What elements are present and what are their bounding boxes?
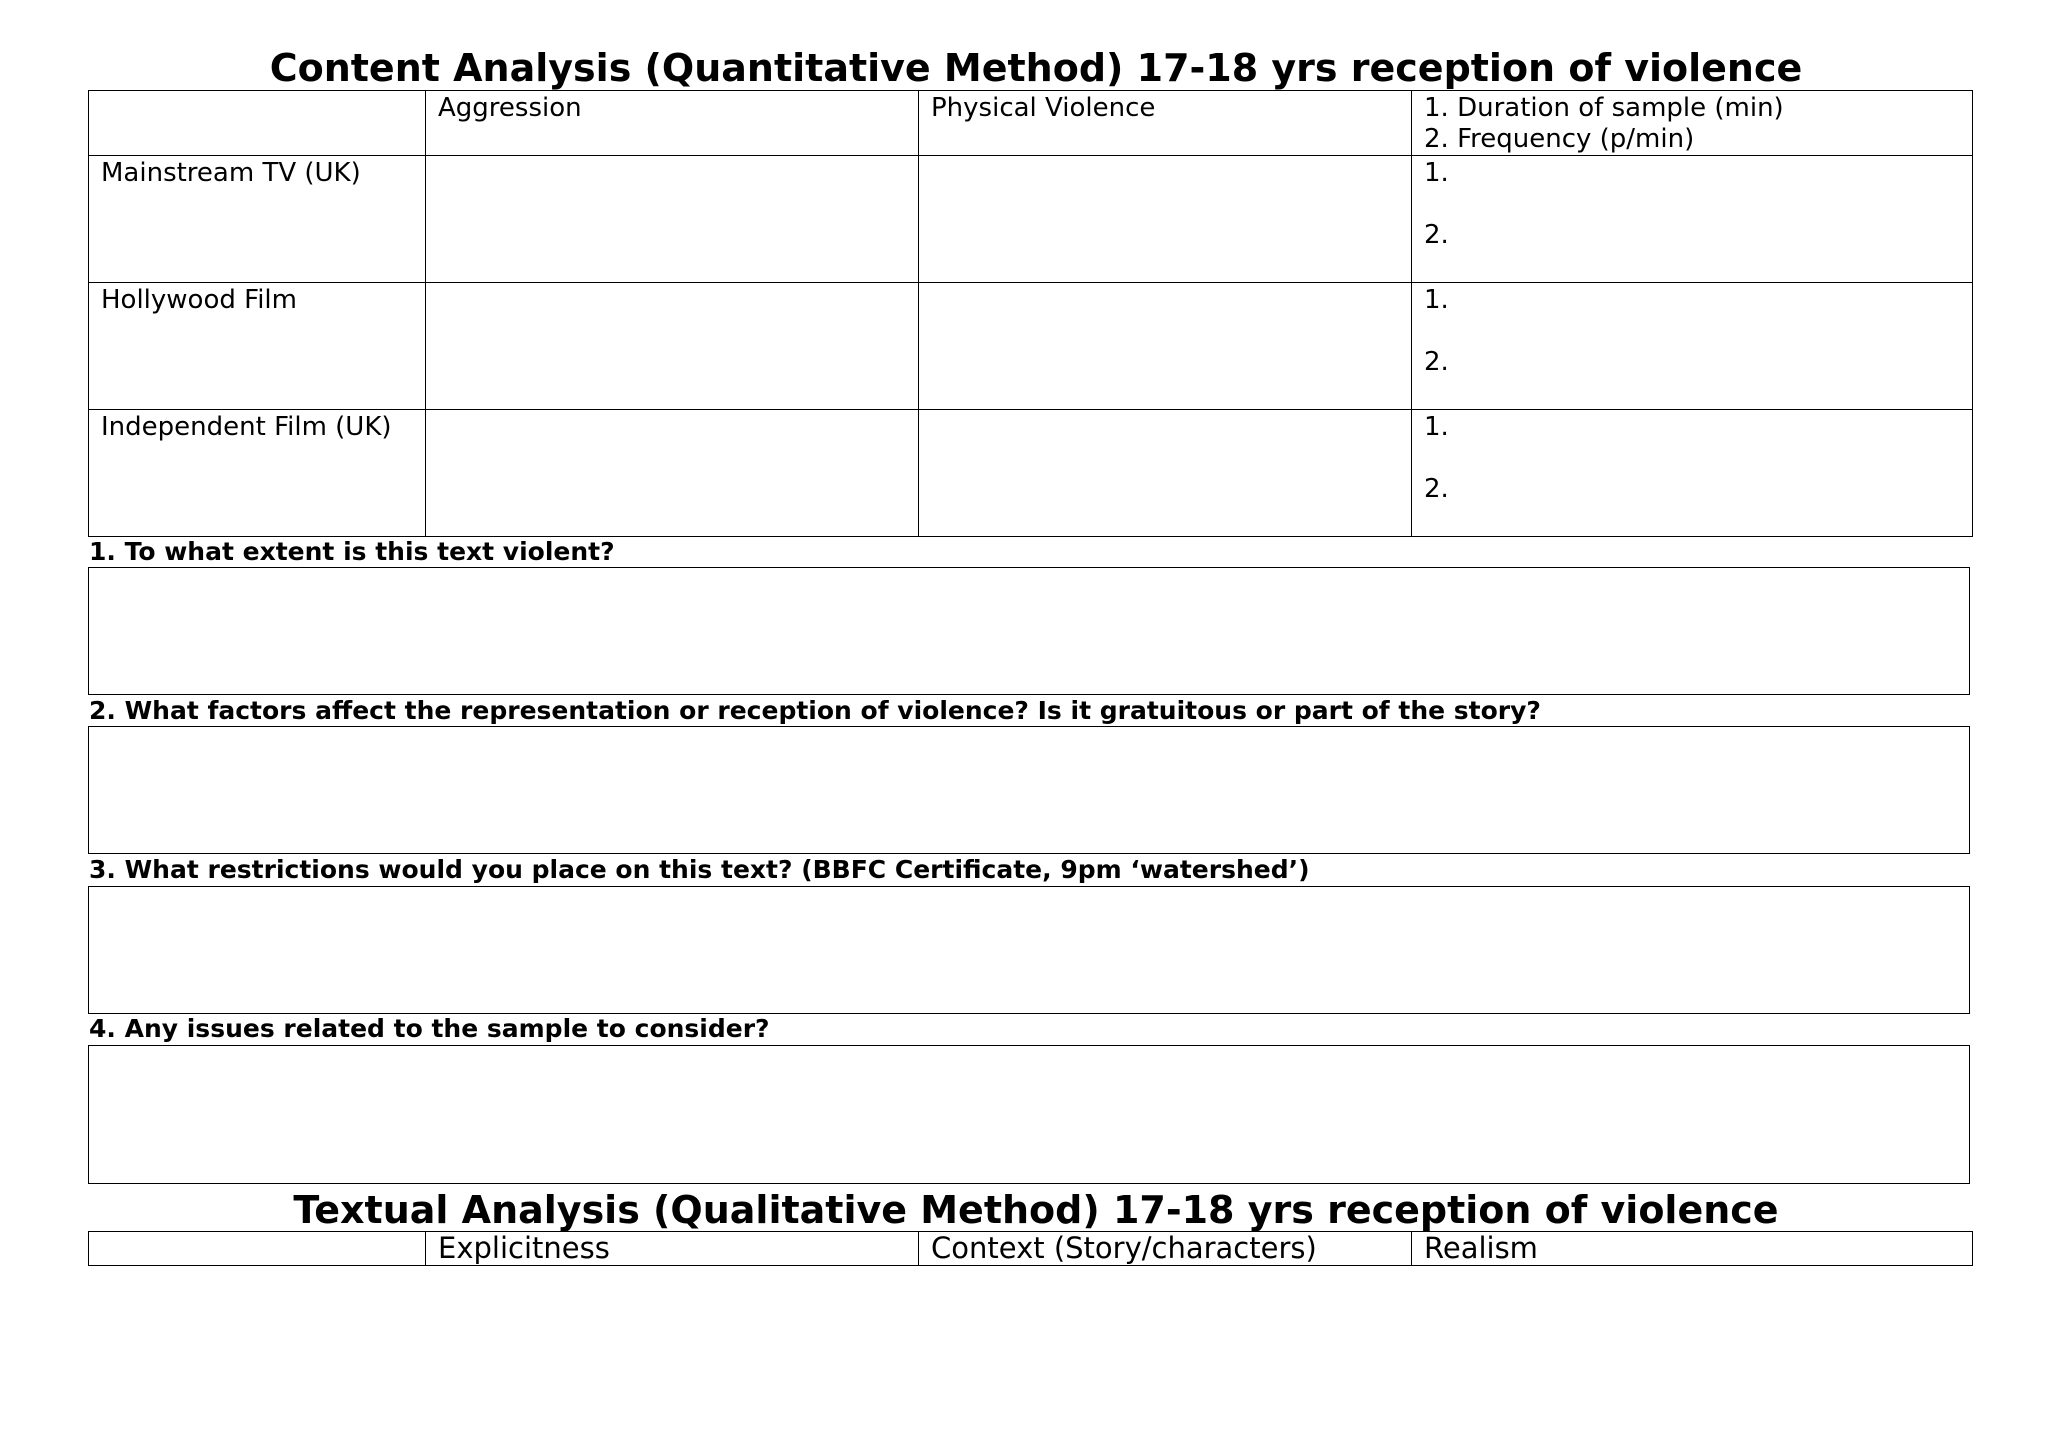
duration-frequency-cell[interactable] [1412, 283, 1973, 410]
aggression-cell[interactable] [426, 410, 919, 537]
textual-analysis-title: Textual Analysis (Qualitative Method) 17-18 yrs reception of violence [293, 1188, 1779, 1232]
item-2-label: 2. [1424, 220, 1449, 250]
answer-box-3[interactable] [88, 886, 1970, 1014]
table-row [89, 283, 1973, 410]
physical-violence-cell[interactable] [919, 410, 1412, 537]
item-1-label: 1. [1424, 412, 1449, 442]
duration-frequency-cell[interactable] [1412, 156, 1973, 283]
question-4: 4. Any issues related to the sample to consider? [89, 1014, 770, 1043]
question-1: 1. To what extent is this text violent? [89, 537, 615, 566]
header-context: Context (Story/characters) [919, 1232, 1412, 1266]
textual-analysis-table [88, 1231, 1973, 1266]
aggression-cell[interactable] [426, 283, 919, 410]
header-frequency: 2. Frequency (p/min) [1424, 124, 1695, 154]
answer-box-2[interactable] [88, 726, 1970, 854]
header-duration-frequency [1412, 91, 1973, 156]
content-analysis-title: Content Analysis (Quantitative Method) 17-18 yrs reception of violence [269, 46, 1803, 90]
header-realism: Realism [1412, 1232, 1973, 1266]
header-aggression: Aggression [426, 91, 919, 156]
table-header-row [89, 91, 1973, 156]
question-2: 2. What factors affect the representation or reception of violence? Is it gratuitous or part of the story? [89, 696, 1541, 725]
row-label-mainstream-tv: Mainstream TV (UK) [89, 156, 426, 283]
physical-violence-cell[interactable] [919, 283, 1412, 410]
answer-box-1[interactable] [88, 567, 1970, 695]
header-explicitness: Explicitness [426, 1232, 919, 1266]
row-label-independent-film: Independent Film (UK) [89, 410, 426, 537]
header-corner-cell [89, 1232, 426, 1266]
header-physical-violence: Physical Violence [919, 91, 1412, 156]
item-1-label: 1. [1424, 285, 1449, 315]
duration-frequency-cell[interactable] [1412, 410, 1973, 537]
row-label-hollywood-film: Hollywood Film [89, 283, 426, 410]
aggression-cell[interactable] [426, 156, 919, 283]
item-2-label: 2. [1424, 474, 1449, 504]
table-row [89, 410, 1973, 537]
header-corner-cell [89, 91, 426, 156]
question-3: 3. What restrictions would you place on this text? (BBFC Certificate, 9pm ‘watershed’) [89, 855, 1310, 884]
physical-violence-cell[interactable] [919, 156, 1412, 283]
header-duration: 1. Duration of sample (min) [1424, 93, 1784, 123]
table-header-row [89, 1232, 1973, 1266]
table-row [89, 156, 1973, 283]
item-2-label: 2. [1424, 347, 1449, 377]
answer-box-4[interactable] [88, 1045, 1970, 1184]
item-1-label: 1. [1424, 158, 1449, 188]
content-analysis-table [88, 90, 1973, 537]
